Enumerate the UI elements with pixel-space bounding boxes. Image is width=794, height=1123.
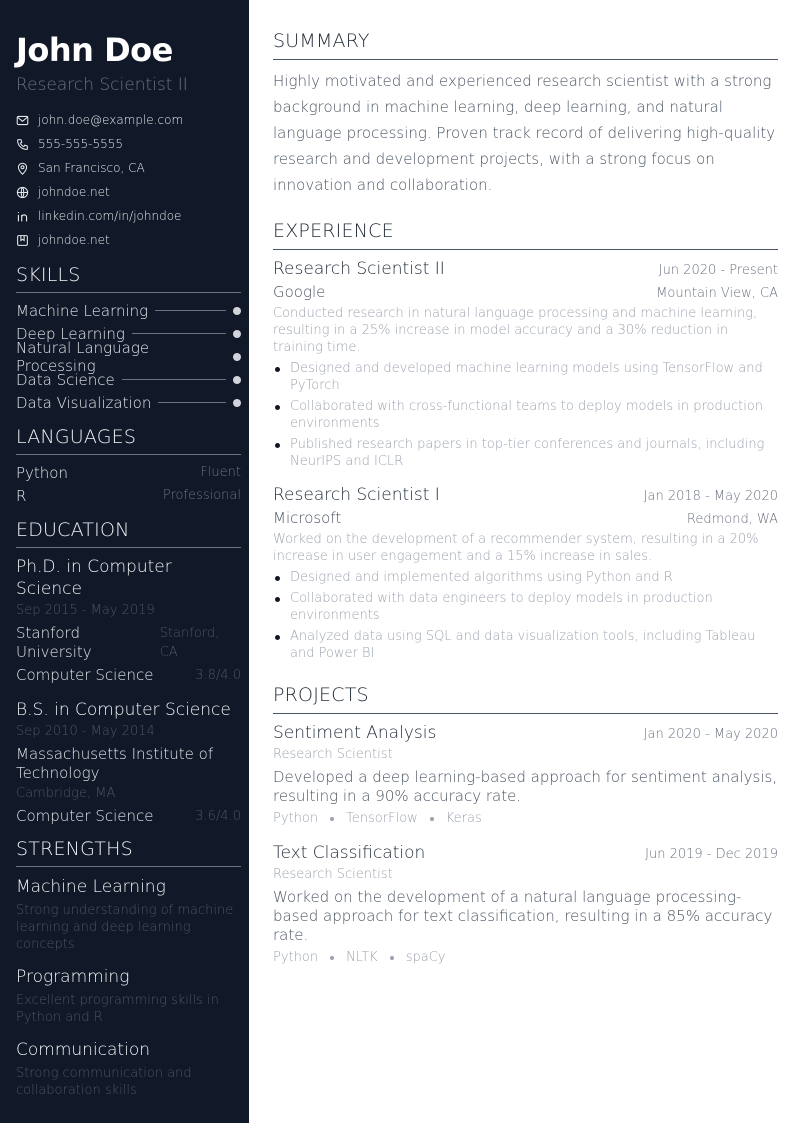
company-name: Google <box>273 283 326 301</box>
edu-school: Stanford University <box>16 624 92 661</box>
summary-text: Highly motivated and experienced research scientist with a strong background in machine learning, deep learning, and natural language processing. Proven track record of delivering high-quality research and development projects, with a strong focus on innovation and collaboration. <box>273 72 776 194</box>
project-role: Research Scientist <box>273 867 393 882</box>
position-title: Research Scientist I <box>273 485 440 505</box>
contact-phone-text: 555-555-5555 <box>38 137 124 151</box>
languages-heading: LANGUAGES <box>16 426 241 455</box>
contact-linkedin[interactable] <box>16 204 241 228</box>
achievement-bullet: Designed and developed machine learning models using TensorFlow and PyTorch <box>273 360 778 394</box>
contact-website-text: johndoe.net <box>38 185 110 199</box>
edu-dates: Sep 2015 - May 2019 <box>16 603 155 618</box>
edu-gpa: 3.6/4.0 <box>195 809 241 824</box>
achievement-bullet: Analyzed data using SQL and data visualization tools, including Tableau and Power BI <box>273 628 778 662</box>
person-name: John Doe <box>16 31 173 69</box>
language-item: Python Fluent <box>16 463 241 482</box>
experience-item <box>273 258 778 470</box>
main-content <box>249 0 794 1123</box>
skill-level-dot <box>233 376 241 384</box>
contact-list <box>16 108 241 252</box>
achievement-bullet: Collaborated with data engineers to deploy models in production environments <box>273 590 778 624</box>
edu-location: Cambridge, MA <box>16 786 116 801</box>
contact-phone[interactable] <box>16 132 241 156</box>
contact-location-text: San Francisco, CA <box>38 161 145 175</box>
tag: Keras <box>445 811 482 826</box>
contact-email-text: john.doe@example.com <box>38 113 184 127</box>
strength-item: Communication Strong communication and collaboration skills <box>16 1040 192 1098</box>
edu-field: Computer Science <box>16 666 154 684</box>
project-dates: Jan 2020 - May 2020 <box>643 727 778 742</box>
position-description: Worked on the development of a recommender system, resulting in a 20% increase in user engagement and a 15% increase in sales. <box>273 532 759 564</box>
project-name: Sentiment Analysis <box>273 723 437 743</box>
achievement-bullet: Collaborated with cross-functional teams to deploy models in production environments <box>273 398 778 432</box>
job-title: Research Scientist II <box>16 75 188 95</box>
skill-item: Data Science <box>16 368 241 391</box>
edu-school: Massachusetts Institute of Technology <box>16 745 214 782</box>
contact-linkedin-text: linkedin.com/in/johndoe <box>38 209 182 223</box>
education-section <box>16 519 241 826</box>
skills-section <box>16 264 241 414</box>
skill-item: Machine Learning <box>16 299 241 322</box>
company-location: Mountain View, CA <box>656 286 778 301</box>
position-description: Conducted research in natural language processing and machine learning, resulting in a 25% increase in model accuracy and a 30% reduction in training time. <box>273 306 758 355</box>
bookmark-icon <box>16 234 29 247</box>
summary-section <box>273 30 778 198</box>
edu-degree: Ph.D. in Computer Science <box>16 557 172 599</box>
strength-item: Programming Excellent programming skills in Python and R <box>16 967 219 1025</box>
projects-heading: PROJECTS <box>273 684 778 714</box>
edu-dates: Sep 2010 - May 2014 <box>16 724 155 739</box>
achievement-bullet: Designed and implemented algorithms using Python and R <box>273 569 778 586</box>
experience-heading: EXPERIENCE <box>273 220 778 250</box>
achievement-list <box>273 569 778 662</box>
project-tags <box>273 950 778 965</box>
strengths-heading: STRENGTHS <box>16 838 241 867</box>
position-dates: Jun 2020 - Present <box>658 263 778 278</box>
position-dates: Jan 2018 - May 2020 <box>643 489 778 504</box>
education-heading: EDUCATION <box>16 519 241 548</box>
project-description: Developed a deep learning-based approach for sentiment analysis, resulting in a 90% accuracy rate. <box>273 768 778 805</box>
tag: TensorFlow <box>346 811 418 826</box>
skill-level-dot <box>233 399 241 407</box>
projects-section <box>273 684 778 965</box>
skill-item: Natural Language Processing <box>16 345 241 368</box>
tag: Python <box>273 950 319 965</box>
edu-field: Computer Science <box>16 807 154 825</box>
language-item: R Professional <box>16 486 241 505</box>
education-item <box>16 556 241 685</box>
skill-level-dot <box>233 353 241 361</box>
contact-website[interactable] <box>16 180 241 204</box>
skill-level-dot <box>233 307 241 315</box>
contact-portfolio-text: johndoe.net <box>38 233 110 247</box>
project-role: Research Scientist <box>273 747 393 762</box>
strengths-section <box>16 838 241 1099</box>
edu-gpa: 3.8/4.0 <box>195 668 241 683</box>
linkedin-icon <box>16 210 29 223</box>
email-icon <box>16 114 29 127</box>
company-name: Microsoft <box>273 509 342 527</box>
skill-item: Data Visualization <box>16 391 241 414</box>
contact-location <box>16 156 241 180</box>
skill-level-dot <box>233 330 241 338</box>
edu-location: Stanford, CA <box>159 626 220 660</box>
summary-heading: SUMMARY <box>273 30 778 60</box>
languages-list <box>16 455 241 507</box>
project-tags <box>273 811 778 826</box>
achievement-bullet: Published research papers in top-tier conferences and journals, including NeurIPS and ICLR <box>273 436 778 470</box>
project-dates: Jun 2019 - Dec 2019 <box>645 847 778 862</box>
phone-icon <box>16 138 29 151</box>
strength-item: Machine Learning Strong understanding of machine learning and deep learning concepts <box>16 877 234 952</box>
skill-item: Deep Learning <box>16 322 241 345</box>
achievement-list <box>273 360 778 470</box>
edu-degree: B.S. in Computer Science <box>16 700 231 720</box>
education-item <box>16 699 241 826</box>
skills-list <box>16 293 241 414</box>
experience-section <box>273 220 778 662</box>
project-name: Text Classification <box>273 843 426 863</box>
tag: spaCy <box>405 950 446 965</box>
tag: Python <box>273 811 319 826</box>
contact-email[interactable] <box>16 108 241 132</box>
tag: NLTK <box>346 950 378 965</box>
contact-portfolio[interactable] <box>16 228 241 252</box>
project-description: Worked on the development of a natural language processing-based approach for text classification, resulting in a 85% accuracy rate. <box>273 888 773 944</box>
project-item <box>273 722 778 826</box>
globe-icon <box>16 186 29 199</box>
sidebar <box>0 0 249 1123</box>
company-location: Redmond, WA <box>686 512 778 527</box>
position-title: Research Scientist II <box>273 259 445 279</box>
languages-section <box>16 426 241 507</box>
skills-heading: SKILLS <box>16 264 241 293</box>
experience-item <box>273 484 778 662</box>
project-item <box>273 842 778 965</box>
location-pin-icon <box>16 162 29 175</box>
